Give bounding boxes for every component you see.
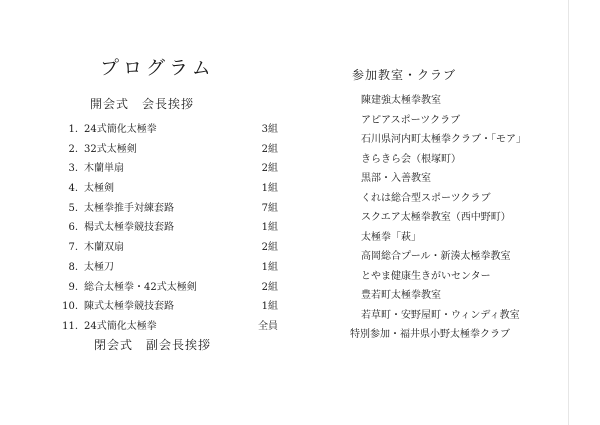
program-list: [58, 120, 278, 337]
program-item-number: 4.: [68, 183, 78, 195]
club-item: スクエア太極拳教室（西中野町）: [361, 212, 511, 223]
program-item: [58, 218, 278, 238]
club-list: [350, 91, 590, 345]
program-item-count: 3組: [261, 124, 278, 135]
program-item-count: 2組: [261, 163, 278, 175]
program-item-number: 3.: [68, 163, 78, 175]
opening-ceremony-heading: 開会式 会長挨拶: [90, 97, 195, 111]
program-item-number: 1.: [68, 124, 78, 135]
program-item-number: 11.: [62, 320, 78, 332]
program-item-number: 8.: [68, 261, 78, 273]
program-item: [58, 258, 278, 278]
scan-edge-line: [568, 0, 569, 425]
program-item-name: 木蘭双扇: [84, 242, 124, 254]
program-item-name: 陳式太極拳競技套路: [84, 301, 174, 313]
program-item: [58, 278, 278, 298]
program-item-count: 1組: [261, 222, 278, 234]
program-item-name: 太極刀: [84, 261, 114, 273]
program-item: [58, 297, 278, 317]
club-item: アピアスポーツクラブ: [361, 114, 461, 126]
program-item-count: 全員: [258, 320, 278, 332]
program-item: [58, 199, 278, 219]
club-item: 陳建強太極拳教室: [361, 95, 441, 106]
club-item: 高岡総合プール・新湊太極拳教室: [361, 251, 511, 262]
program-item: [58, 120, 278, 140]
closing-ceremony-heading: 閉会式 副会長挨拶: [94, 338, 212, 352]
page-title: プログラム: [100, 57, 215, 79]
special-participant: 特別参加・福井県小野太極拳クラブ: [350, 329, 510, 340]
program-item-number: 5.: [68, 202, 78, 214]
program-item-name: 木蘭単扇: [84, 163, 124, 175]
program-item-number: 6.: [68, 222, 78, 234]
program-item-count: 1組: [261, 301, 278, 313]
program-item: [58, 140, 278, 160]
program-item-number: 9.: [68, 281, 78, 293]
club-item: きらきら会（根塚町）: [361, 153, 461, 165]
program-item: [58, 159, 278, 179]
program-item: [58, 317, 278, 337]
club-item: 黒部・入善教室: [361, 173, 431, 184]
program-item-name: 総合太極拳・42式太極剣: [84, 281, 197, 293]
program-item-name: 楊式太極拳競技套路: [84, 222, 174, 234]
program-item: [58, 238, 278, 258]
program-item-count: 7組: [261, 202, 278, 214]
program-item-number: 7.: [68, 242, 78, 254]
program-item-count: 2組: [261, 143, 278, 155]
club-item: 若草町・安野屋町・ウィンディ教室: [361, 309, 520, 321]
program-item-count: 1組: [261, 183, 278, 195]
program-item-name: 24式簡化太極拳: [84, 124, 157, 135]
club-item: 石川県河内町太極拳クラブ・「モア」: [361, 134, 526, 145]
program-item-number: 2.: [68, 143, 78, 155]
program-item-name: 32式太極剣: [84, 143, 137, 155]
program-item-name: 太極剣: [84, 183, 114, 195]
club-item: 豊若町太極拳教室: [361, 290, 441, 301]
clubs-heading: 参加教室・クラブ: [352, 68, 457, 82]
club-item: とやま健康生きがいセンター: [361, 270, 491, 282]
program-item-number: 10.: [62, 301, 78, 313]
program-item-name: 太極拳推手対練套路: [84, 202, 174, 214]
program-item: [58, 179, 278, 199]
program-item-count: 2組: [261, 242, 278, 254]
club-item: 太極拳「萩」: [361, 231, 421, 243]
program-item-name: 24式簡化太極拳: [84, 320, 157, 332]
program-item-count: 2組: [261, 281, 278, 293]
club-item: くれは総合型スポーツクラブ: [361, 192, 491, 204]
program-item-count: 1組: [261, 261, 278, 273]
